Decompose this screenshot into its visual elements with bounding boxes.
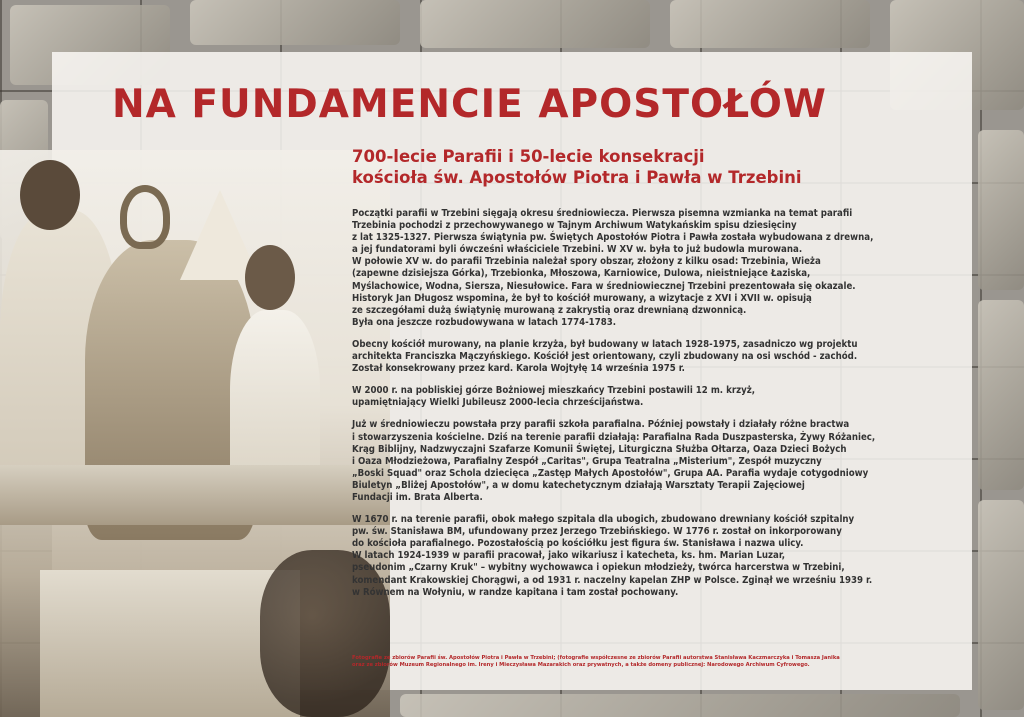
page-title: NA FUNDAMENCIE APOSTOŁÓW — [112, 82, 827, 127]
paragraph-line: Myślachowice, Wodna, Siersza, Niesułowice. Fara w średniowiecznej Trzebini prezentowała się okazale. — [352, 280, 856, 292]
photo-credits — [352, 655, 952, 669]
subtitle-line: kościoła św. Apostołów Piotra i Pawła w Trzebini — [352, 168, 802, 187]
paragraph-line: pw. św. Stanisława BM, ufundowany przez Jerzego Trzebińskiego. W 1776 r. został on inkorporowany — [352, 526, 842, 538]
paragraph-line: (zapewne dzisiejsza Górka), Trzebionka, Młoszowa, Karniowice, Dulowa, nieistniejące Łaziska, — [352, 268, 811, 280]
stone — [978, 300, 1024, 490]
paragraph — [352, 419, 958, 504]
paragraph-line: pseudonim „Czarny Kruk" – wybitny wychowawca i opiekun młodzieży, twórca harcerstwa w Trzebini, — [352, 562, 845, 574]
stone — [978, 130, 1024, 290]
paragraph-line: Został konsekrowany przez kard. Karola Wojtyłę 14 września 1975 r. — [352, 363, 685, 375]
paragraph-line: i stowarzyszenia kościelne. Dziś na terenie parafii działają: Parafialna Rada Duszpasterska, Żywy Różaniec, — [352, 431, 876, 443]
paragraph — [352, 208, 958, 329]
article-body — [352, 208, 958, 609]
paragraph-line: Początki parafii w Trzebini sięgają okresu średniowiecza. Pierwsza pisemna wzmianka na temat parafii — [352, 208, 853, 219]
paragraph-line: upamiętniający Wielki Jubileusz 2000-lecia chrześcijaństwa. — [352, 397, 644, 409]
paragraph-line: komendant Krakowskiej Chorągwi, a od 1931 r. naczelny kapelan ZHP w Polsce. Zginął we wrześniu 1939 r. — [352, 574, 873, 586]
server-head — [245, 245, 295, 310]
credits-line: Fotografie ze zbiorów Parafii św. Apostołów Piotra i Pawła w Trzebini; (fotografie współczesne ze zbiorów Parafii autorstwa Stanisława Kaczmarczyka i Tomasza Janika — [352, 655, 840, 661]
paragraph-line: w Równem na Wołyniu, w randze kapitana i tam został pochowany. — [352, 586, 679, 598]
paragraph-line: Historyk Jan Długosz wspomina, że był to kościół murowany, a wizytacje z XVI i XVII w. opisują — [352, 292, 812, 304]
page-subtitle — [352, 146, 952, 188]
paragraph-line: Była ona jeszcze rozbudowywana w latach 1774-1783. — [352, 316, 616, 328]
paragraph-line: W 1670 r. na terenie parafii, obok małego szpitala dla ubogich, zbudowano drewniany kościół szpitalny — [352, 514, 855, 526]
paragraph — [352, 514, 958, 599]
archival-photo-consecration — [0, 150, 390, 717]
paragraph-line: Obecny kościół murowany, na planie krzyża, był budowany w latach 1928-1975, zasadniczo wg projektu — [352, 338, 858, 350]
paragraph-line: z lat 1325-1327. Pierwsza świątynia pw. Świętych Apostołów Piotra i Pawła została wybudowana z drewna, — [352, 232, 874, 244]
paragraph-line: W połowie XV w. do parafii Trzebinia należał spory obszar, złożony z kilku osad: Trzebinia, Wieża — [352, 256, 821, 268]
paragraph-line: do kościoła parafialnego. Pozostałością po kościółku jest figura św. Stanisława i nazwa ulicy. — [352, 538, 804, 550]
paragraph-line: „Boski Squad" oraz Schola dziecięca „Zastęp Małych Apostołów", Grupa AA. Parafia wydaje cotygodniowy — [352, 467, 869, 479]
paragraph-line: Trzebinia pochodzi z przechowywanego w Tajnym Archiwum Watykańskim spisu dziesięciny — [352, 220, 797, 232]
subtitle-line: 700-lecie Parafii i 50-lecie konsekracji — [352, 147, 705, 166]
paragraph-line: a jej fundatorami byli ówcześni właściciele Trzebini. W XV w. była to już budowla murowana. — [352, 244, 803, 256]
paragraph-line: Już w średniowieczu powstała przy parafii szkoła parafialna. Później powstały i działały różne bractwa — [352, 419, 850, 431]
paragraph-line: ze szczegółami dużą świątynię murowaną z zakrystią oraz drewnianą dzwonnicą. — [352, 304, 747, 316]
paragraph — [352, 385, 958, 409]
stone — [978, 500, 1024, 710]
crozier-icon — [120, 185, 170, 249]
paragraph-line: W latach 1924-1939 w parafii pracował, jako wikariusz i katecheta, ks. hm. Marian Luzar, — [352, 550, 786, 562]
paragraph-line: W 2000 r. na pobliskiej górze Bożniowej mieszkańcy Trzebini postawili 12 m. krzyż, — [352, 385, 756, 397]
credits-line: oraz ze zbiorów Muzeum Regionalnego im. Ireny i Mieczysława Mazarakich oraz prywatnych, a także domeny publicznej: Narodowego Archiwum Cyfrowego. — [352, 662, 810, 668]
altar-table — [0, 465, 390, 525]
priest-head-left — [20, 160, 80, 230]
paragraph-line: Fundacji im. Brata Alberta. — [352, 491, 483, 503]
paragraph-line: Krąg Biblijny, Nadzwyczajni Szafarze Komunii Świętej, Liturgiczna Służba Ołtarza, Oaza Dzieci Bożych — [352, 443, 847, 455]
stone — [670, 0, 870, 48]
paragraph-line: i Oaza Młodzieżowa, Parafialny Zespół „Caritas", Grupa Teatralna „Misterium", Zespół muzyczny — [352, 455, 822, 467]
paragraph-line: architekta Franciszka Mączyńskiego. Kościół jest orientowany, czyli zbudowany na osi wschód - zachód. — [352, 351, 858, 363]
paragraph-line: Biuletyn „Bliżej Apostołów", a w domu katechetycznym działają Warsztaty Terapii Zajęciowej — [352, 479, 805, 491]
paragraph — [352, 339, 958, 375]
stone — [190, 0, 400, 45]
stone — [420, 0, 650, 48]
stone — [400, 694, 960, 717]
